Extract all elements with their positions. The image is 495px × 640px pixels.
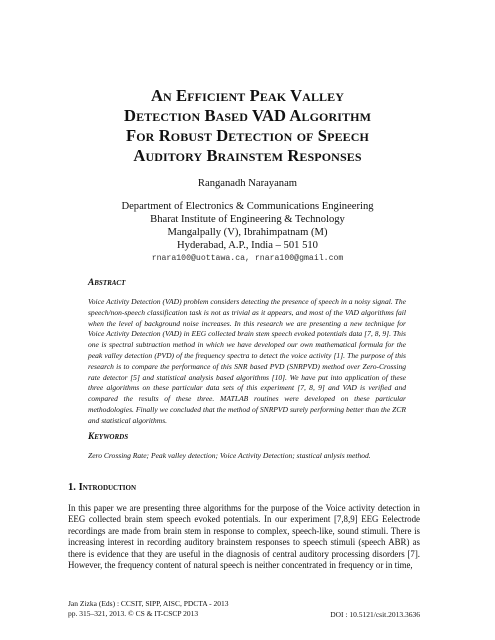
title-line-4: Auditory Brainstem Responses — [133, 146, 362, 165]
footer-doi: DOI : 10.5121/csit.2013.3636 — [330, 609, 420, 619]
abstract-text: Voice Activity Detection (VAD) problem considers detecting the presence of speech in a noisy signal. The speech/non-speech classification task is not as trivial as it appears, and most of the VAD algorithms fail when the level of background noise increases. In this research we are presenting a new technique for Voice Activity Detection (VAD) in EEG collected brain stem speech evoked potentials data [7, 8, 9]. This one is spectral subtraction method in which we have developed our own mathematical formula for the peak valley detection (PVD) of the frequency spectra to detect the voice activity [1]. The purpose of this research is to compare the performance of this SNR based PVD (SNRPVD) method over Zero-Crossing rate detector [5] and statistical analysis based algorithms [10]. We have put into application of these three algorithms on these particular data sets of this experiment [7, 8, 9] and VAD is verified and compared the results of these three. MATLAB routines were developed on these particular methodologies. Finally we concluded that the method of SNRPVD surely performing better than the ZCR and statistical algorithms. — [88, 297, 406, 425]
affiliation-locality: Mangalpally (V), Ibrahimpatnam (M) — [167, 227, 328, 238]
footer-editors: Jan Zizka (Eds) : CCSIT, SIPP, AISC, PDCTA - 2013 — [68, 599, 229, 608]
title-line-3: For Robust Detection of Speech — [126, 126, 369, 145]
author-name: Ranganadh Narayanam — [197, 178, 298, 189]
author-email: rnara100@uottawa.ca, rnara100@gmail.com — [151, 254, 344, 263]
paper-title — [40, 86, 455, 166]
abstract-heading: Abstract — [88, 278, 126, 288]
introduction-text: In this paper we are presenting three algorithms for the purpose of the Voice activity detection in EEG collected brain stem speech evoked potentials. In our experiment [7,8,9] EEG Eelectrode recordings are made from brain stem in response to complex, speech-like, sound stimuli. There is increasing interest in recording auditory brainstem responses to speech stimuli (speech ABR) as there is evidence that they are useful in the diagnosis of central auditory processing disorders [7]. However, the frequency content of natural speech is neither concentrated in frequency or in time, — [68, 503, 420, 571]
affiliation-institute: Bharat Institute of Engineering & Technology — [150, 214, 345, 225]
introduction-heading: 1. Introduction — [68, 482, 136, 493]
affiliation-city: Hyderabad, A.P., India – 501 510 — [177, 240, 318, 251]
affiliation-department: Department of Electronics & Communications Engineering — [121, 201, 374, 212]
footer-pages: pp. 315–321, 2013. © CS & IT-CSCP 2013 — [68, 609, 199, 619]
title-line-1: An Efficient Peak Valley — [150, 86, 345, 105]
affiliation-block — [0, 200, 495, 265]
keywords-heading: Keywords — [88, 432, 129, 442]
title-line-2: Detection Based VAD Algorithm — [123, 106, 371, 125]
footer-citation — [68, 599, 229, 620]
keywords-text: Zero Crossing Rate; Peak valley detection; Voice Activity Detection; stastical anlysis method. — [88, 451, 371, 460]
